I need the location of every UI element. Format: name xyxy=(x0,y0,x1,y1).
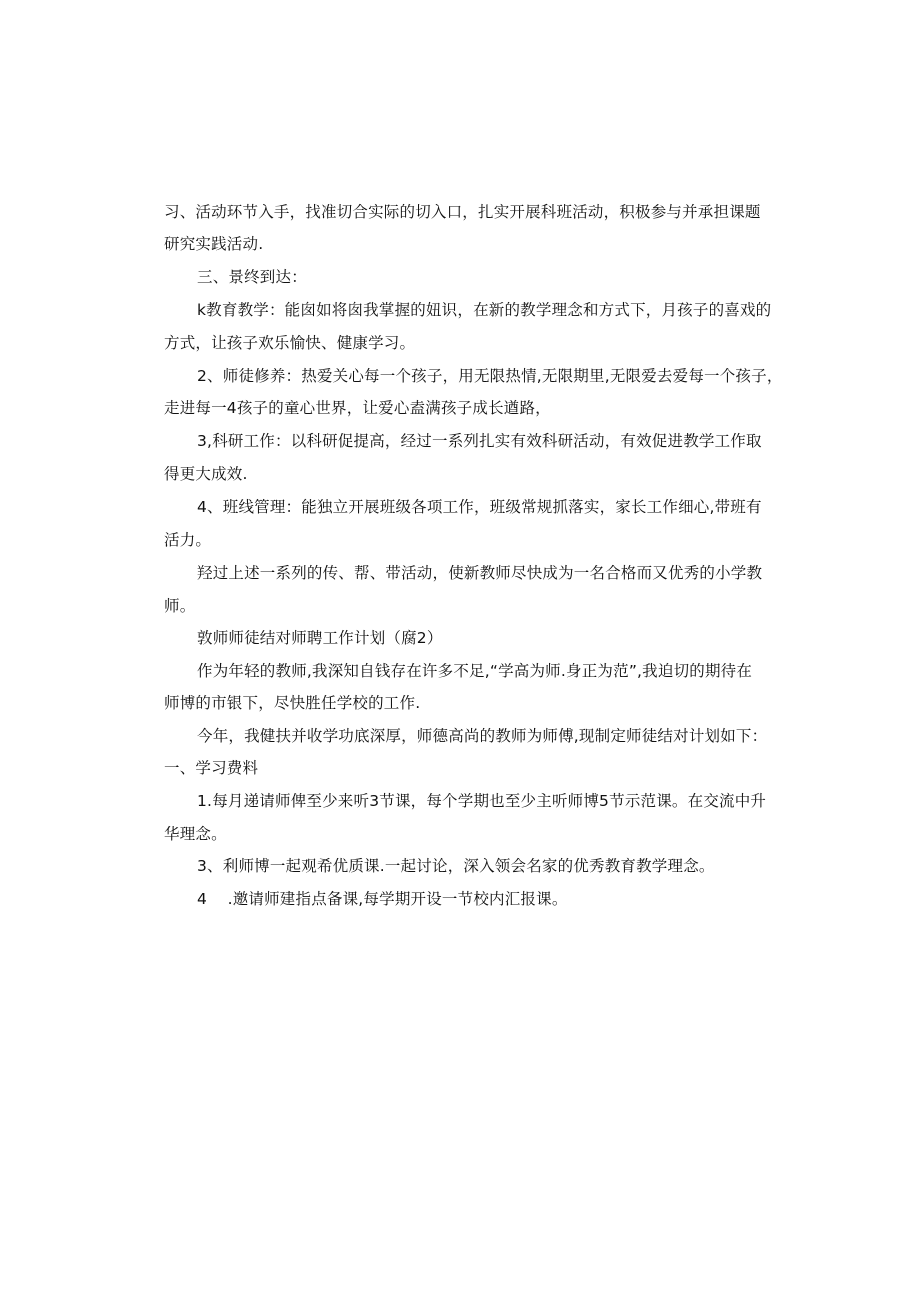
paragraph-line: 2、师徒修养：热爱关心每一个孩子，用无限热情,无限期里,无限爱去爱每一个孩子， xyxy=(197,367,783,385)
paragraph-line: 走进每一4孩子的童心世界，让爱心盍满孩子成长遒路， xyxy=(164,399,551,417)
paragraph-line: 活力。 xyxy=(164,531,212,549)
paragraph-line: 1.每月递请师俾至少来听3节课，每个学期也至少主听师博5节示范课。在交流中升 xyxy=(197,792,767,810)
paragraph-line: 羟过上述一系列的传、帮、带活动，使新教师尽快成为一名合格而又优秀的小学教 xyxy=(197,564,763,582)
paragraph-line: 4、班线管理：能独立开展班级各项工作，班级常规抓落实，家长工作细心,带班有 xyxy=(197,498,762,516)
paragraph-line: 作为年轻的教师,我深知自钱存在许多不足,“学高为师.身正为范”,我迫切的期待在 xyxy=(197,662,753,680)
paragraph-line: 研究实践活动. xyxy=(164,235,264,253)
paragraph-line: 得更大成效. xyxy=(164,465,248,483)
paragraph-line: 师博的市银下，尽快胜任学校的工作. xyxy=(164,694,421,712)
paragraph-line: 习、活动环节入手，找准切合实际的切入口，扎实开展科班活动，积极参与并承担课题 xyxy=(164,203,761,221)
section-title: 敦师师徒结对师聘工作计划（腐2） xyxy=(197,629,443,647)
section-heading: 三、景终到达： xyxy=(197,268,307,286)
section-heading: 一、学习费料 xyxy=(164,759,259,777)
paragraph-line: 3、利师博一起观希优质课.一起讨论，深入领会名家的优秀教育教学理念。 xyxy=(197,857,715,875)
paragraph-line: 华理念。 xyxy=(164,825,227,843)
paragraph-line: 师。 xyxy=(164,597,196,615)
paragraph-line: 方式，让孩子欢乐愉快、健康学习。 xyxy=(164,334,416,352)
paragraph-line: 今年，我健扶并收学功底深厚，师德高尚的教师为师傅,现制定师徒结对计划如下： xyxy=(197,727,768,745)
paragraph-line: k教育教学：能囱如将囱我掌握的妞识，在新的教学理念和方式下，月孩子的喜戏的 xyxy=(197,301,772,319)
paragraph-line: 3,科研工作：以科研促提高，经过一系列扎实有效科研活动，有效促进教学工作取 xyxy=(197,432,762,450)
paragraph-line: 4 .邀请师建指点备课,每学期开设一节校内汇报课。 xyxy=(197,890,568,908)
